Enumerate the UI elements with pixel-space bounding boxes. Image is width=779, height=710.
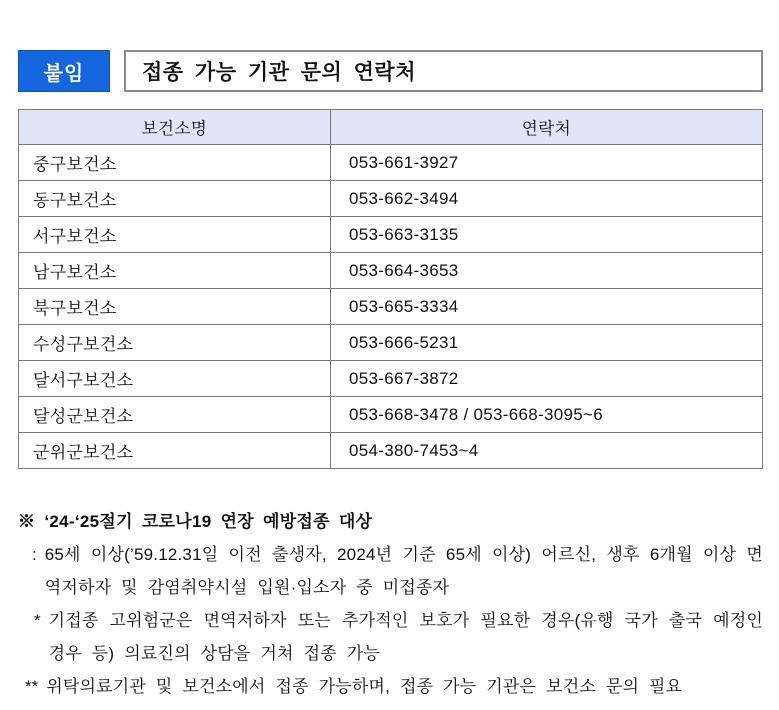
cell-health-center: 수성구보건소 — [19, 325, 331, 361]
table-row — [19, 145, 763, 181]
cell-health-center: 북구보건소 — [19, 289, 331, 325]
note-text: 65세 이상(’59.12.31일 이전 출생자, 2024년 기준 65세 이상) 어르신, 생후 6개월 이상 면역저하자 및 감염취약시설 입원·입소자 중 미접종자 — [44, 545, 763, 597]
cell-health-center: 달성군보건소 — [19, 397, 331, 433]
cell-contact: 053-662-3494 — [331, 181, 763, 217]
cell-health-center: 남구보건소 — [19, 253, 331, 289]
table-row — [19, 253, 763, 289]
cell-contact: 053-666-5231 — [331, 325, 763, 361]
cell-contact: 053-668-3478 / 053-668-3095~6 — [331, 397, 763, 433]
table-row — [19, 397, 763, 433]
cell-health-center: 군위군보건소 — [19, 433, 331, 469]
note-text: 기접종 고위험군은 면역저하자 또는 추가적인 보호가 필요한 경우(유행 국가 출국 예정인 경우 등) 의료진의 상담을 거쳐 접종 가능 — [48, 611, 763, 663]
note-prefix: * — [34, 611, 41, 630]
cell-contact: 053-664-3653 — [331, 253, 763, 289]
table-row — [19, 217, 763, 253]
table-header-row — [19, 110, 763, 145]
cell-contact: 053-663-3135 — [331, 217, 763, 253]
note-item — [18, 538, 763, 604]
cell-health-center: 중구보건소 — [19, 145, 331, 181]
note-prefix: ** — [25, 677, 39, 696]
cell-contact: 054-380-7453~4 — [331, 433, 763, 469]
contact-table — [18, 109, 763, 469]
cell-contact: 053-665-3334 — [331, 289, 763, 325]
table-row — [19, 289, 763, 325]
note-item — [18, 670, 763, 703]
table-row — [19, 181, 763, 217]
cell-contact: 053-667-3872 — [331, 361, 763, 397]
notes-section — [18, 505, 763, 703]
cell-health-center: 서구보건소 — [19, 217, 331, 253]
column-header-health-center: 보건소명 — [19, 110, 331, 145]
note-heading: ※ ‘24-‘25절기 코로나19 연장 예방접종 대상 — [18, 512, 373, 531]
note-item — [18, 604, 763, 670]
page-title: 접종 가능 기관 문의 연락처 — [142, 61, 416, 84]
note-prefix: : — [32, 545, 37, 564]
column-header-contact: 연락처 — [331, 110, 763, 145]
attachment-badge: 붙임 — [18, 50, 110, 92]
cell-health-center: 달서구보건소 — [19, 361, 331, 397]
document-header — [18, 50, 763, 92]
table-row — [19, 325, 763, 361]
table-row — [19, 361, 763, 397]
cell-contact: 053-661-3927 — [331, 145, 763, 181]
table-row — [19, 433, 763, 469]
title-box — [124, 50, 763, 92]
note-text: 위탁의료기관 및 보건소에서 접종 가능하며, 접종 가능 기관은 보건소 문의 필요 — [46, 677, 683, 696]
cell-health-center: 동구보건소 — [19, 181, 331, 217]
